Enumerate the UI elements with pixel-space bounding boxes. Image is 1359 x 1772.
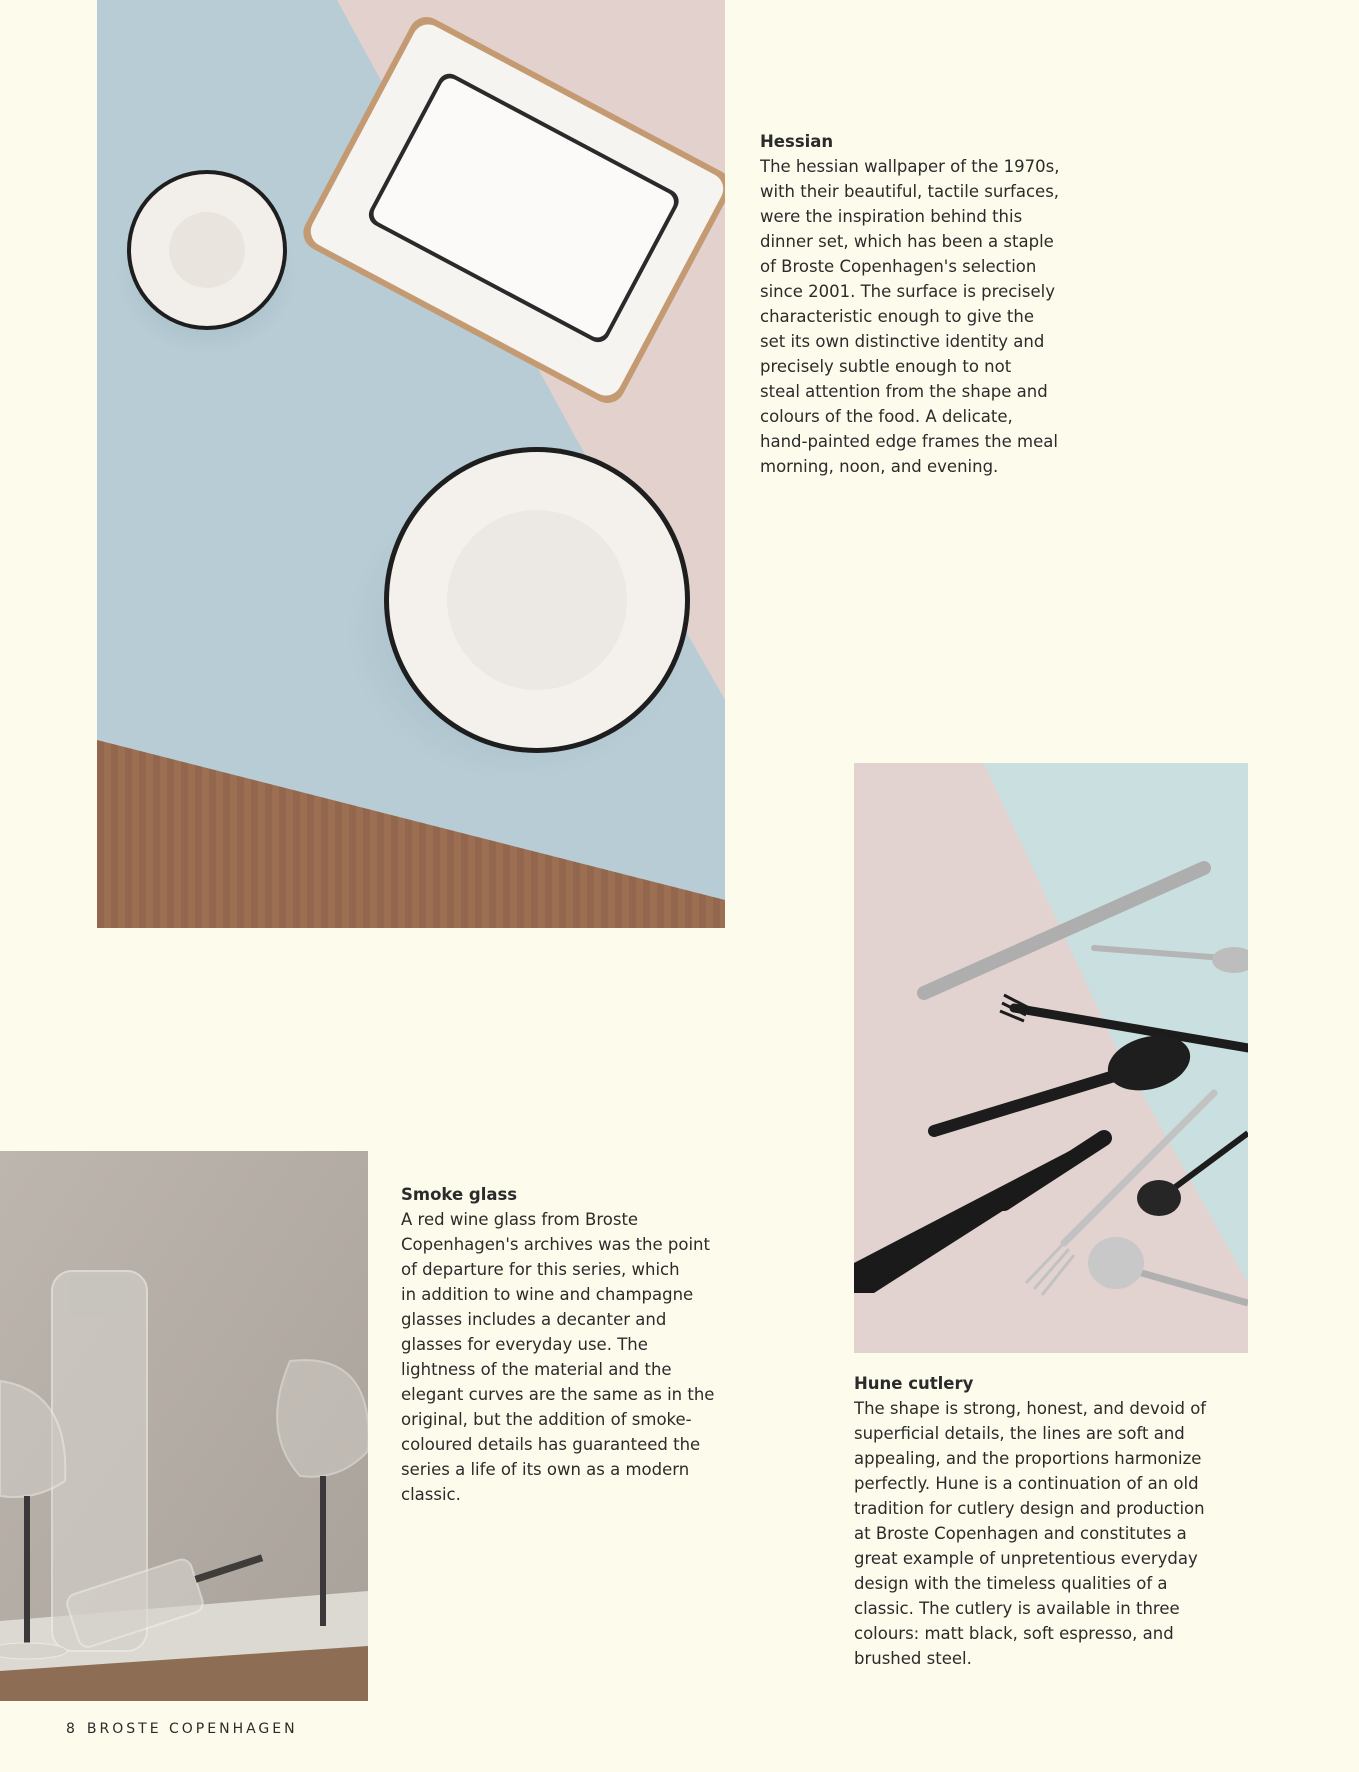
hessian-heading: Hessian [760,132,834,151]
smoke-glass-text-block [401,1182,731,1507]
smoke-glass-illustration [0,1151,368,1701]
hessian-body: The hessian wallpaper of the 1970s, with their beautiful, tactile surfaces, were the inspiration behind this dinner set, which has been a staple of Broste Copenhagen's selection since 2001. The surface is precisely characteristic enough to give the set its own distinctive identity and precisely subtle enough to not steal attention from the shape and colours of the food. A delicate, hand-painted edge frames the meal morning, noon, and evening. [760,157,1060,476]
hune-cutlery-photo [854,763,1248,1353]
hessian-tableware-illustration [97,0,725,928]
smoke-glass-photo [0,1151,368,1701]
page-number: 8 [66,1721,75,1737]
page-footer [66,1721,298,1737]
hune-cutlery-text-block [854,1371,1234,1671]
hune-cutlery-heading: Hune cutlery [854,1374,974,1393]
brand-name: BROSTE COPENHAGEN [86,1721,298,1737]
hessian-tableware-photo [97,0,725,928]
hune-cutlery-illustration [854,763,1248,1353]
smoke-glass-heading: Smoke glass [401,1185,518,1204]
smoke-glass-body: A red wine glass from Broste Copenhagen's archives was the point of departure for this series, which in addition to wine and champagne glasses includes a decanter and glasses for everyday use. The lightness of the material and the elegant curves are the same as in the original, but the addition of smoke- coloured details has guaranteed the series a life of its own as a modern classic. [401,1210,715,1504]
hune-cutlery-body: The shape is strong, honest, and devoid of superficial details, the lines are soft and appealing, and the proportions harmonize perfectly. Hune is a continuation of an old tradition for cutlery design and production at Broste Copenhagen and constitutes a great example of unpretentious everyday design with the timeless qualities of a classic. The cutlery is available in three colours: matt black, soft espresso, and brushed steel. [854,1399,1207,1668]
hessian-text-block [760,129,1090,479]
